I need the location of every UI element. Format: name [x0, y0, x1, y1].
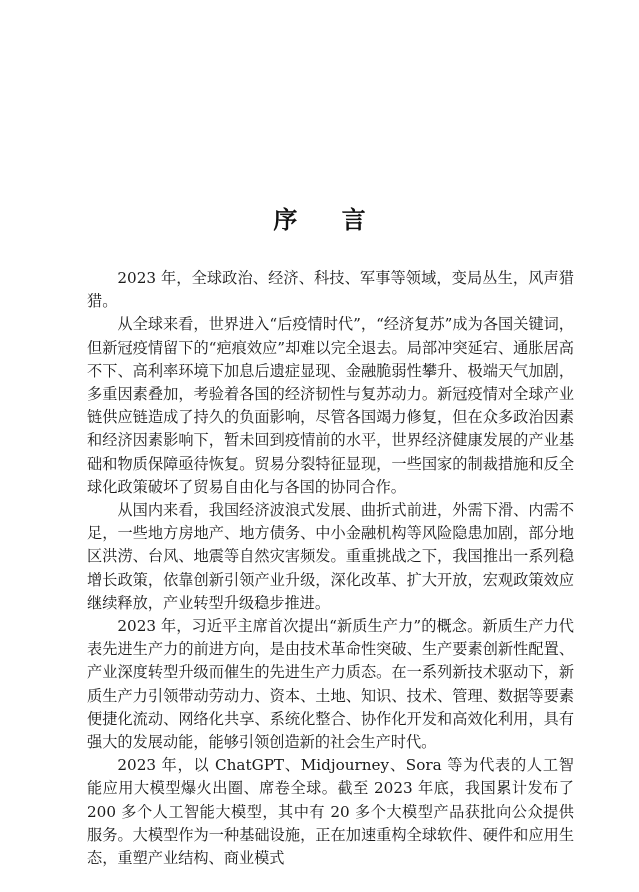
- paragraph-3: 从国内来看，我国经济波浪式发展、曲折式前进，外需下滑、内需不足，一些地方房地产、地方债务、中小金融机构等风险隐患加剧，部分地区洪涝、台风、地震等自然灾害频发。重重挑战之下，我国推出一系列稳增长政策，依靠创新引领产业升级，深化改革、扩大开放，宏观政策效应继续释放，产业转型升级稳步推进。: [87, 501, 574, 612]
- paragraph-5: 2023 年，以 ChatGPT、Midjourney、Sora 等为代表的人工智能应用大模型爆火出圈、席卷全球。截至 2023 年底，我国累计发布了 200 多个人工智能大模型，其中有 20 多个大模型产品获批向公众提供服务。大模型作为一种基础设施，正在加速重构全球软件、硬件和应用生态，重塑产业结构、商业模式: [87, 756, 574, 868]
- paragraph-1: 2023 年，全球政治、经济、科技、军事等领域，变局丛生，风声猎猎。: [87, 269, 574, 311]
- paragraph-4: 2023 年，习近平主席首次提出“新质生产力”的概念。新质生产力代表先进生产力的前进方向，是由技术革命性突破、生产要素创新性配置、产业深度转型升级而催生的先进生产力质态。在一系列新技术驱动下，新质生产力引领带动劳动力、资本、土地、知识、技术、管理、数据等要素便捷化流动、网络化共享、系统化整合、协作化开发和高效化利用，具有强大的发展动能，能够引领创造新的社会生产时代。: [87, 617, 574, 752]
- paragraph-2: 从全球来看，世界进入“后疫情时代”，“经济复苏”成为各国关键词，但新冠疫情留下的“疤痕效应”却难以完全退去。局部冲突延宕、通胀居高不下、高利率环境下加息后遗症显现、金融脆弱性攀升、极端天气加剧，多重因素叠加，考验着各国的经济韧性与复苏动力。新冠疫情对全球产业链供应链造成了持久的负面影响，尽管各国竭力修复，但在众多政治因素和经济因素影响下，暂未回到疫情前的水平，世界经济健康发展的产业基础和物质保障亟待恢复。贸易分裂特征显现，一些国家的制裁措施和反全球化政策破坏了贸易自由化与各国的协同合作。: [87, 315, 574, 496]
- preface-body: [87, 267, 574, 870]
- page-title: 序 言: [273, 206, 384, 234]
